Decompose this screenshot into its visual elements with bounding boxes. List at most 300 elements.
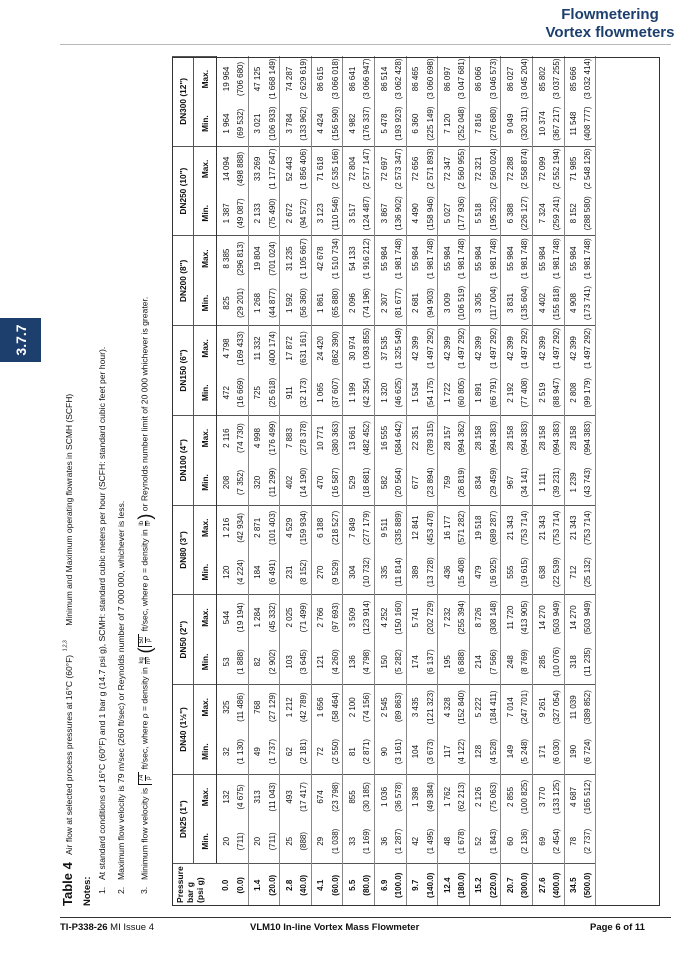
flow-cell-scmh: 72 804 (343, 146, 360, 191)
size-header: DN200 (8") (172, 236, 194, 326)
flow-cell-scmh: 5 741 (406, 595, 423, 640)
flow-cell-scfh: (7 352) (233, 460, 248, 505)
flow-cell-scfh: (259 241) (549, 191, 564, 236)
flow-cell-scfh: (71 499) (296, 595, 311, 640)
flow-cell-scmh: 2 133 (253, 203, 263, 224)
flow-cell-scfh: (74 196) (360, 281, 375, 326)
flow-cell-scfh: (1 678) (454, 819, 469, 864)
flow-cell-scmh: 4 998 (248, 415, 265, 460)
flow-cell-scmh: 21 343 (564, 505, 581, 550)
flow-cell-scmh: 5 478 (379, 113, 389, 134)
min-header: Min. (194, 101, 217, 146)
flow-cell-scfh: (117 004) (486, 281, 501, 326)
max-header: Max. (194, 57, 217, 102)
air-flow-table (172, 56, 596, 906)
flow-cell-scfh: (503 949) (549, 595, 564, 640)
flow-cell-scfh: (2 181) (296, 729, 311, 774)
pressure-bar: 34.5 (564, 864, 581, 906)
pressure-header (172, 864, 217, 906)
unit-fraction-lb-ft3: lb ft³ (138, 520, 152, 526)
flow-cell-scmh: 42 399 (469, 326, 486, 371)
flow-cell-scmh: 37 535 (374, 326, 391, 371)
flow-cell-scfh: (16 669) (233, 371, 248, 416)
flow-cell-scfh: (20 564) (391, 460, 406, 505)
flow-cell-scmh: 195 (442, 655, 452, 669)
flow-cell-scfh: (1 497 292) (549, 326, 564, 371)
flow-cell-scmh: 2 545 (374, 685, 391, 730)
flow-cell-scfh: (32 173) (296, 371, 311, 416)
flow-cell-scmh: 479 (474, 565, 484, 579)
flow-cell-scfh: (1 856 406) (296, 146, 311, 191)
flow-cell-scfh: (3 045 204) (518, 57, 533, 102)
header-subtitle: Vortex flowmeters (545, 24, 675, 41)
flow-cell-scmh: 1 065 (316, 382, 326, 403)
flow-cell-scfh: (689 287) (486, 505, 501, 550)
flow-cell-scfh: (106 933) (265, 101, 280, 146)
table-row-scmh (438, 57, 455, 907)
flow-cell-scmh: 7 849 (343, 505, 360, 550)
flow-cell-scmh: 55 984 (501, 236, 518, 281)
pressure-bar: 1.4 (248, 864, 265, 906)
flow-cell-scfh: (88 947) (549, 371, 564, 416)
flow-cell-scfh: (23 894) (423, 460, 438, 505)
flow-cell-scmh: 86 465 (411, 66, 421, 92)
flow-cell-scmh: 1 964 (221, 113, 231, 134)
flow-cell-scmh: 11 720 (501, 595, 518, 640)
flow-cell-scfh: (44 877) (265, 281, 280, 326)
table-title: Table 4 Air flow at selected process pressures at 16°C (60°F) $^{1,2,3}$ Minimum and Maximum operating flowrates in SCMH (SCFH) (60, 393, 75, 906)
table-row-scfh (233, 57, 248, 907)
flow-cell-scmh: 677 (411, 475, 421, 490)
flow-cell-scmh: 7 120 (442, 113, 452, 134)
flow-cell-scmh: 11 039 (564, 685, 581, 730)
flow-cell-scfh: (5 248) (518, 729, 533, 774)
size-header: DN40 (1½") (172, 685, 194, 775)
flow-cell-scfh: (3 066 018) (328, 57, 343, 102)
flow-cell-scfh: (1 169) (360, 819, 375, 864)
flow-cell-scfh: (75 063) (486, 774, 501, 819)
flow-cell-scmh: 25 (284, 836, 294, 846)
flow-cell-scfh: (11 043) (265, 774, 280, 819)
flow-cell-scfh: (94 903) (423, 281, 438, 326)
flow-cell-scfh: (288 580) (581, 191, 596, 236)
max-header: Max. (194, 774, 217, 819)
flow-cell-scfh: (327 054) (549, 685, 564, 730)
flow-cell-scmh: 132 (217, 774, 234, 819)
flow-cell-scmh: 86 027 (505, 66, 515, 92)
flow-cell-scmh: 2 855 (501, 774, 518, 819)
flow-cell-scfh: (380 363) (328, 415, 343, 460)
pressure-header-line: (psi g) (195, 877, 205, 903)
flow-cell-scfh: (54 175) (423, 371, 438, 416)
flow-cell-scfh: (389 852) (581, 685, 596, 730)
table-row-scfh (581, 57, 596, 907)
flow-cell-scmh: 22 351 (406, 415, 423, 460)
flow-cell-scfh: (2 629 619) (296, 57, 311, 102)
flow-cell-scfh: (3 062 428) (391, 57, 406, 102)
flow-cell-scfh: (121 323) (423, 685, 438, 730)
table-row-scmh (406, 57, 423, 907)
flow-cell-scfh: (74 730) (233, 415, 248, 460)
pressure-psi: (400.0) (549, 864, 564, 906)
flow-cell-scfh: (97 693) (328, 595, 343, 640)
flow-cell-scfh: (1 981 748) (486, 236, 501, 281)
size-header: DN250 (10") (172, 146, 194, 236)
flow-cell-scfh: (2 548 126) (581, 146, 596, 191)
flow-cell-scmh: 72 288 (501, 146, 518, 191)
flow-cell-scfh: (62 213) (454, 774, 469, 819)
flow-cell-scfh: (400 174) (265, 326, 280, 371)
flow-cell-scfh: (2 552 194) (549, 146, 564, 191)
flow-cell-scmh: 86 615 (316, 66, 326, 92)
flow-cell-scmh: 14 094 (217, 146, 234, 191)
flow-cell-scfh: (3 060 698) (423, 57, 438, 102)
header-title: Flowmetering (561, 6, 659, 23)
flow-cell-scmh: 493 (280, 774, 297, 819)
flow-cell-scfh: (16 925) (486, 550, 501, 595)
flow-cell-scmh: 29 (316, 836, 326, 846)
flow-cell-scfh: (335 889) (391, 505, 406, 550)
flow-cell-scmh: 9 261 (532, 685, 549, 730)
table-row-scmh (217, 57, 234, 907)
flow-cell-scmh: 7 816 (474, 113, 484, 134)
flow-cell-scmh: 72 697 (374, 146, 391, 191)
table-row-scfh (454, 57, 469, 907)
flow-cell-scfh: (3 161) (391, 729, 406, 774)
flow-cell-scmh: 2 116 (217, 415, 234, 460)
flow-cell-scmh: 1 199 (348, 382, 358, 403)
flow-cell-scfh: (1 497 292) (423, 326, 438, 371)
pressure-bar: 15.2 (469, 864, 486, 906)
flow-cell-scmh: 55 984 (374, 236, 391, 281)
flow-cell-scmh: 42 399 (532, 326, 549, 371)
pressure-bar: 0.0 (217, 864, 234, 906)
pressure-psi: (20.0) (265, 864, 280, 906)
flow-cell-scfh: (1 177 647) (265, 146, 280, 191)
flow-cell-scmh: 555 (505, 565, 515, 579)
flow-cell-scmh: 20 (221, 836, 231, 846)
flow-cell-scmh: 72 347 (438, 146, 455, 191)
flow-cell-scmh: 1 320 (379, 382, 389, 403)
flow-cell-scmh: 104 (411, 744, 421, 759)
flow-cell-scfh: (42 934) (233, 505, 248, 550)
flow-cell-scfh: (8 769) (518, 640, 533, 685)
flow-cell-scmh: 285 (537, 655, 547, 669)
flow-cell-scmh: 10 374 (537, 111, 547, 136)
min-header: Min. (194, 371, 217, 416)
flow-cell-scmh: 85 802 (537, 66, 547, 92)
flow-cell-scmh: 82 (253, 657, 263, 667)
flow-cell-scfh: (10 076) (549, 640, 564, 685)
table-row-scfh (518, 57, 533, 907)
min-header: Min. (194, 191, 217, 236)
flow-cell-scmh: 3 517 (348, 203, 358, 224)
flow-cell-scfh: (631 161) (296, 326, 311, 371)
flow-cell-scfh: (1 843) (486, 819, 501, 864)
table-row-scmh (532, 57, 549, 907)
max-header: Max. (194, 236, 217, 281)
flow-cell-scfh: (226 127) (518, 191, 533, 236)
flow-cell-scfh: (165 512) (581, 774, 596, 819)
flow-cell-scfh: (1 981 748) (581, 236, 596, 281)
flow-cell-scmh: 55 984 (406, 236, 423, 281)
flow-cell-scmh: 72 656 (406, 146, 423, 191)
flow-cell-scmh: 6 188 (311, 505, 328, 550)
table-row-scfh (423, 57, 438, 907)
flow-cell-scfh: (1 130) (233, 729, 248, 774)
flow-cell-scmh: 2 126 (469, 774, 486, 819)
flow-cell-scmh: 103 (284, 655, 294, 669)
flow-cell-scfh: (711) (233, 819, 248, 864)
flow-cell-scfh: (2 454) (549, 819, 564, 864)
flow-cell-scmh: 20 (253, 836, 263, 846)
flow-cell-scmh: 582 (379, 475, 389, 490)
flow-cell-scfh: (3 046 573) (486, 57, 501, 102)
flow-cell-scmh: 86 514 (379, 66, 389, 92)
flow-cell-scfh: (276 680) (486, 101, 501, 146)
flow-cell-scfh: (176 337) (360, 101, 375, 146)
flow-cell-scfh: (4 260) (328, 640, 343, 685)
flow-cell-scfh: (247 701) (518, 685, 533, 730)
flow-cell-scfh: (58 464) (328, 685, 343, 730)
flow-cell-scmh: 12 841 (406, 505, 423, 550)
flow-cell-scmh: 3 123 (316, 203, 326, 224)
flow-cell-scfh: (1 497 292) (581, 326, 596, 371)
flow-cell-scmh: 4 687 (564, 774, 581, 819)
flow-cell-scmh: 1 239 (569, 472, 579, 493)
flow-cell-scmh: 33 269 (248, 146, 265, 191)
flow-cell-scmh: 320 (253, 475, 263, 490)
flow-cell-scmh: 725 (253, 386, 263, 400)
flow-cell-scmh: 529 (348, 475, 358, 490)
flow-cell-scfh: (69 532) (233, 101, 248, 146)
flow-cell-scmh: 2 192 (505, 382, 515, 403)
flow-cell-scmh: 313 (248, 774, 265, 819)
flow-cell-scmh: 28 158 (532, 415, 549, 460)
flow-cell-scfh: (252 048) (454, 101, 469, 146)
flow-cell-scfh: (1 916 212) (360, 236, 375, 281)
pressure-psi: (40.0) (296, 864, 311, 906)
flow-cell-scmh: 86 097 (442, 66, 452, 92)
flow-cell-scfh: (135 604) (518, 281, 533, 326)
min-header: Min. (194, 640, 217, 685)
table-row-scfh (296, 57, 311, 907)
flow-cell-scfh: (2 902) (265, 640, 280, 685)
flow-cell-scmh: 1 398 (406, 774, 423, 819)
flow-cell-scfh: (11 299) (265, 460, 280, 505)
flow-cell-scfh: (1 888) (233, 640, 248, 685)
table-row-scmh (501, 57, 518, 907)
flow-cell-scfh: (11 486) (233, 685, 248, 730)
flow-cell-scfh: (413 905) (518, 595, 533, 640)
footer-product: VLM10 In-line Vortex Mass Flowmeter (250, 922, 420, 933)
flow-cell-scmh: 55 984 (438, 236, 455, 281)
flow-cell-scfh: (711) (265, 819, 280, 864)
flow-cell-scmh: 472 (221, 386, 231, 400)
flow-cell-scmh: 7 014 (501, 685, 518, 730)
flow-cell-scmh: 121 (316, 655, 326, 669)
flow-cell-scfh: (3 645) (296, 640, 311, 685)
table-title-refs: 1,2,3 (62, 640, 69, 652)
min-header: Min. (194, 460, 217, 505)
flow-cell-scmh: 3 831 (505, 293, 515, 314)
flow-cell-scmh: 855 (343, 774, 360, 819)
flow-cell-scmh: 72 321 (469, 146, 486, 191)
flow-cell-scfh: (156 590) (328, 101, 343, 146)
flow-cell-scfh: (2 550) (328, 729, 343, 774)
flow-cell-scmh: 9 049 (505, 113, 515, 134)
flow-cell-scfh: (994 383) (581, 415, 596, 460)
flow-cell-scmh: 3 770 (532, 774, 549, 819)
flow-cell-scfh: (1 497 292) (486, 326, 501, 371)
flow-cell-scfh: (94 572) (296, 191, 311, 236)
flow-cell-scmh: 69 (537, 836, 547, 846)
flow-cell-scmh: 48 (442, 836, 452, 846)
flow-cell-scmh: 7 883 (280, 415, 297, 460)
flow-cell-scfh: (169 433) (233, 326, 248, 371)
flow-cell-scmh: 78 (569, 836, 579, 846)
table-title-suffix: Minimum and Maximum operating flowrates in SCMH (SCFH) (64, 393, 74, 626)
flow-cell-scmh: 231 (284, 565, 294, 579)
flow-cell-scfh: (4 528) (486, 729, 501, 774)
notes-heading: Notes: (82, 876, 93, 906)
flow-cell-scmh: 21 343 (501, 505, 518, 550)
flow-cell-scfh: (49 384) (423, 774, 438, 819)
flow-cell-scfh: (3 673) (423, 729, 438, 774)
flow-cell-scfh: (2 558 874) (518, 146, 533, 191)
flow-cell-scmh: 4 490 (411, 203, 421, 224)
flow-cell-scfh: (177 936) (454, 191, 469, 236)
flow-cell-scmh: 638 (537, 565, 547, 579)
flow-cell-scfh: (42 789) (296, 685, 311, 730)
flow-cell-scmh: 72 099 (532, 146, 549, 191)
flow-cell-scfh: (9 529) (328, 550, 343, 595)
pressure-bar: 20.7 (501, 864, 518, 906)
flow-cell-scmh: 325 (217, 685, 234, 730)
max-header: Max. (194, 685, 217, 730)
table-row-scfh (265, 57, 280, 907)
table-row-scmh (280, 57, 297, 907)
notes (82, 56, 161, 906)
flow-cell-scmh: 11 332 (248, 326, 265, 371)
flow-cell-scfh: (1 981 748) (423, 236, 438, 281)
flow-cell-scfh: (753 714) (581, 505, 596, 550)
flow-cell-scmh: 13 661 (343, 415, 360, 460)
flow-cell-scmh: 5 027 (442, 203, 452, 224)
flow-cell-scfh: (25 618) (265, 371, 280, 416)
flow-cell-scfh: (482 452) (360, 415, 375, 460)
flow-cell-scmh: 62 (284, 747, 294, 757)
flow-cell-scfh: (29 201) (233, 281, 248, 326)
flow-cell-scfh: (56 360) (296, 281, 311, 326)
flow-cell-scfh: (994 383) (549, 415, 564, 460)
flow-cell-scmh: 825 (221, 296, 231, 310)
flow-cell-scmh: 136 (348, 655, 358, 669)
flow-cell-scmh: 128 (474, 744, 484, 759)
table-row-scfh (549, 57, 564, 907)
size-header: DN80 (3") (172, 505, 194, 595)
flow-cell-scfh: (22 539) (549, 550, 564, 595)
flow-cell-scmh: 3 435 (406, 685, 423, 730)
flow-cell-scmh: 42 399 (406, 326, 423, 371)
flow-cell-scfh: (320 311) (518, 101, 533, 146)
flow-cell-scfh: (278 378) (296, 415, 311, 460)
flow-cell-scmh: 304 (348, 565, 358, 579)
flow-cell-scmh: 4 908 (569, 293, 579, 314)
pressure-bar: 27.6 (532, 864, 549, 906)
flow-cell-scmh: 1 268 (253, 293, 263, 314)
flow-cell-scmh: 214 (474, 655, 484, 669)
flow-cell-scfh: (6 491) (265, 550, 280, 595)
flow-cell-scfh: (66 791) (486, 371, 501, 416)
flow-cell-scmh: 8 385 (217, 236, 234, 281)
flow-cell-scfh: (408 777) (581, 101, 596, 146)
flow-cell-scfh: (173 741) (581, 281, 596, 326)
flow-cell-scmh: 967 (505, 475, 515, 490)
flow-cell-scfh: (36 578) (391, 774, 406, 819)
flow-cell-scmh: 6 388 (505, 203, 515, 224)
flow-cell-scmh: 28 157 (438, 415, 455, 460)
flow-cell-scfh: (49 087) (233, 191, 248, 236)
pressure-psi: (500.0) (581, 864, 596, 906)
flow-cell-scfh: (3 037 255) (549, 57, 564, 102)
table-row-scmh (311, 57, 328, 907)
flow-cell-scmh: 3 021 (253, 113, 263, 134)
flow-cell-scfh: (2 871) (360, 729, 375, 774)
flow-cell-scfh: (498 888) (233, 146, 248, 191)
flow-cell-scmh: 11 548 (569, 111, 579, 136)
flow-cell-scmh: 436 (442, 565, 452, 579)
min-header: Min. (194, 281, 217, 326)
pressure-bar: 5.5 (343, 864, 360, 906)
pressure-psi: (60.0) (328, 864, 343, 906)
flow-cell-scmh: 19 518 (469, 505, 486, 550)
flow-cell-scfh: (133 962) (296, 101, 311, 146)
flow-cell-scmh: 208 (221, 475, 231, 490)
size-header: DN100 (4") (172, 415, 194, 505)
flow-cell-scmh: 42 (411, 836, 421, 846)
table-row-scfh (486, 57, 501, 907)
flow-cell-scmh: 1 592 (284, 293, 294, 314)
flow-cell-scfh: (7 566) (486, 640, 501, 685)
flow-cell-scmh: 86 641 (348, 66, 358, 92)
flow-cell-scmh: 7 324 (537, 203, 547, 224)
flow-cell-scmh: 1 534 (411, 382, 421, 403)
flow-cell-scmh: 1 861 (316, 293, 326, 314)
flow-cell-scfh: (4 675) (233, 774, 248, 819)
pressure-header-line: bar g (185, 881, 195, 903)
table-row-scfh (360, 57, 375, 907)
flow-cell-scfh: (1 510 734) (328, 236, 343, 281)
flow-cell-scmh: 120 (221, 565, 231, 579)
size-header: DN150 (6") (172, 326, 194, 416)
flow-cell-scmh: 4 798 (217, 326, 234, 371)
flow-cell-scmh: 1 656 (311, 685, 328, 730)
flow-cell-scmh: 28 158 (564, 415, 581, 460)
flow-cell-scfh: (60 805) (454, 371, 469, 416)
flow-cell-scmh: 52 (474, 836, 484, 846)
pressure-psi: (180.0) (454, 864, 469, 906)
flow-cell-scfh: (1 737) (265, 729, 280, 774)
flow-cell-scmh: 74 287 (284, 66, 294, 92)
flow-cell-scfh: (176 499) (265, 415, 280, 460)
flow-cell-scfh: (155 818) (549, 281, 564, 326)
flow-cell-scmh: 2 519 (537, 382, 547, 403)
flow-cell-scmh: 5 222 (469, 685, 486, 730)
flow-cell-scmh: 2 100 (343, 685, 360, 730)
flow-cell-scfh: (136 902) (391, 191, 406, 236)
flow-cell-scfh: (3 066 947) (360, 57, 375, 102)
